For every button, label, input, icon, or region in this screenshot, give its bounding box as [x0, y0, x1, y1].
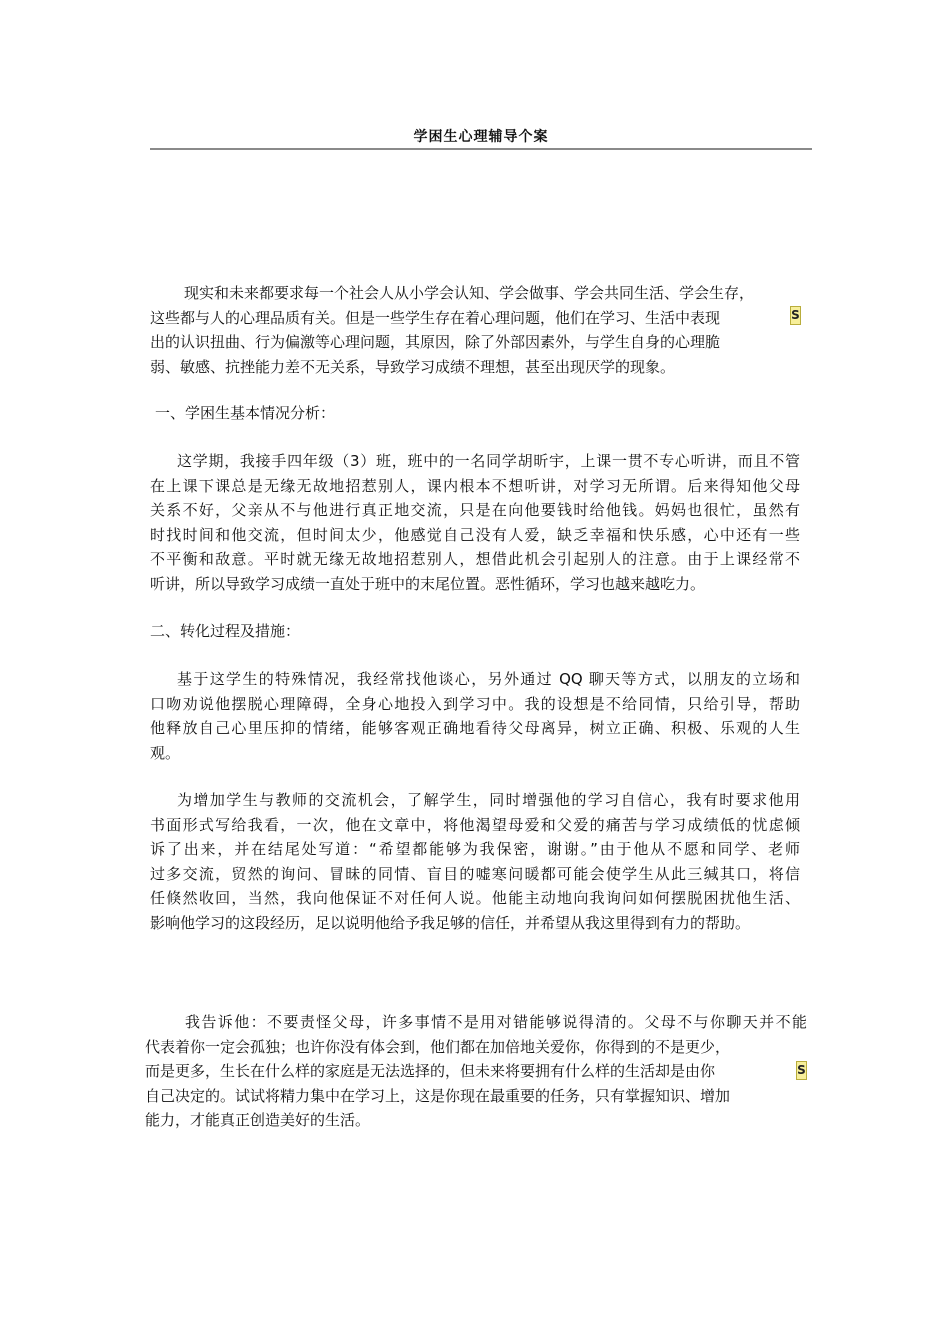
paragraph-line: 这学期，我接手四年级（3）班，班中的一名同学胡昕宇，上课一贯不专心听讲，而且不管 — [177, 452, 800, 470]
paragraph-line: 关系不好，父亲从不与他进行真正地交流，只是在向他要钱时给他钱。妈妈也很忙，虽然有 — [150, 501, 800, 519]
paragraph-line: 观。 — [150, 743, 181, 762]
comment-marker-icon[interactable]: S — [796, 1061, 807, 1080]
section-heading: 一、学困生基本情况分析： — [155, 404, 336, 422]
paragraph-line: 书面形式写给我看，一次，他在文章中，将他渴望母爱和父爱的痛苦与学习成绩低的忧虑倾 — [150, 815, 800, 834]
paragraph-line: 时找时间和他交流，但时间太少，他感觉自己没有人爱，缺乏幸福和快乐感，心中还有一些 — [150, 525, 800, 544]
paragraph-line: 不平衡和敌意。平时就无缘无故地招惹别人，想借此机会引起别人的注意。由于上课经常不 — [150, 550, 800, 568]
paragraph-line: 过多交流，贸然的询问、冒昧的同情、盲目的嘘寒问暖都可能会使学生从此三缄其口，将信 — [150, 864, 800, 883]
paragraph-line: 在上课下课总是无缘无故地招惹别人，课内根本不想听讲，对学习无所谓。后来得知他父母 — [150, 476, 800, 495]
section2-paragraph-3 — [145, 1010, 807, 1133]
header-divider — [150, 148, 812, 150]
page-title: 学困生心理辅导个案 — [413, 129, 549, 145]
paragraph-line: 代表着你一定会孤独；也许你没有体会到，他们都在加倍地关爱你，你得到的不是更少， — [145, 1037, 731, 1056]
paragraph-line: 能力，才能真正创造美好的生活。 — [145, 1111, 371, 1129]
paragraph-line: 任倏然收回，当然，我向他保证不对任何人说。他能主动地向我询问如何摆脱困扰他生活、 — [150, 889, 800, 907]
paragraph-line: 现实和未来都要求每一个社会人从小学会认知、学会做事、学会共同生活、学会生存， — [184, 284, 755, 302]
intro-paragraph — [150, 281, 798, 379]
paragraph-line: 口吻劝说他摆脱心理障碍，全身心地投入到学习中。我的设想是不给同情，只给引导，帮助 — [150, 694, 800, 713]
paragraph-line: 而是更多，生长在什么样的家庭是无法选择的，但未来将要拥有什么样的生活却是由你 — [145, 1062, 716, 1080]
paragraph-line: 他释放自己心里压抑的情绪，能够客观正确地看待父母离异，树立正确、积极、乐观的人生 — [150, 719, 800, 737]
paragraph-line: 我告诉他：不要责怪父母，许多事情不是用对错能够说得清的。父母不与你聊天并不能 — [185, 1013, 807, 1031]
section2-paragraph-2 — [150, 788, 800, 935]
paragraph-line: 弱、敏感、抗挫能力差不无关系，导致学习成绩不理想，甚至出现厌学的现象。 — [150, 357, 676, 376]
section-heading: 二、转化过程及措施： — [150, 622, 301, 640]
section1-paragraph — [150, 449, 800, 596]
paragraph-line: 出的认识扭曲、行为偏激等心理问题，其原因，除了外部因素外，与学生自身的心理脆 — [150, 333, 721, 351]
paragraph-line: 诉了出来，并在结尾处写道：“希望都能够为我保密，谢谢。”由于他从不愿和同学、老师 — [150, 840, 800, 858]
paragraph-line: 为增加学生与教师的交流机会，了解学生，同时增强他的学习自信心，我有时要求他用 — [177, 791, 800, 809]
paragraph-line: 基于这学生的特殊情况，我经常找他谈心，另外通过 QQ 聊天等方式，以朋友的立场和 — [177, 670, 800, 688]
paragraph-line: 自己决定的。试试将精力集中在学习上，这是你现在最重要的任务，只有掌握知识、增加 — [145, 1086, 731, 1105]
paragraph-line: 影响他学习的这段经历，足以说明他给予我足够的信任，并希望从我这里得到有力的帮助。 — [150, 913, 751, 932]
paragraph-line: 这些都与人的心理品质有关。但是一些学生存在着心理问题，他们在学习、生活中表现 — [150, 308, 721, 327]
paragraph-line: 听讲，所以导致学习成绩一直处于班中的末尾位置。恶性循环，学习也越来越吃力。 — [150, 574, 706, 593]
section2-paragraph-1 — [150, 667, 800, 765]
comment-marker-icon[interactable]: S — [790, 306, 801, 325]
